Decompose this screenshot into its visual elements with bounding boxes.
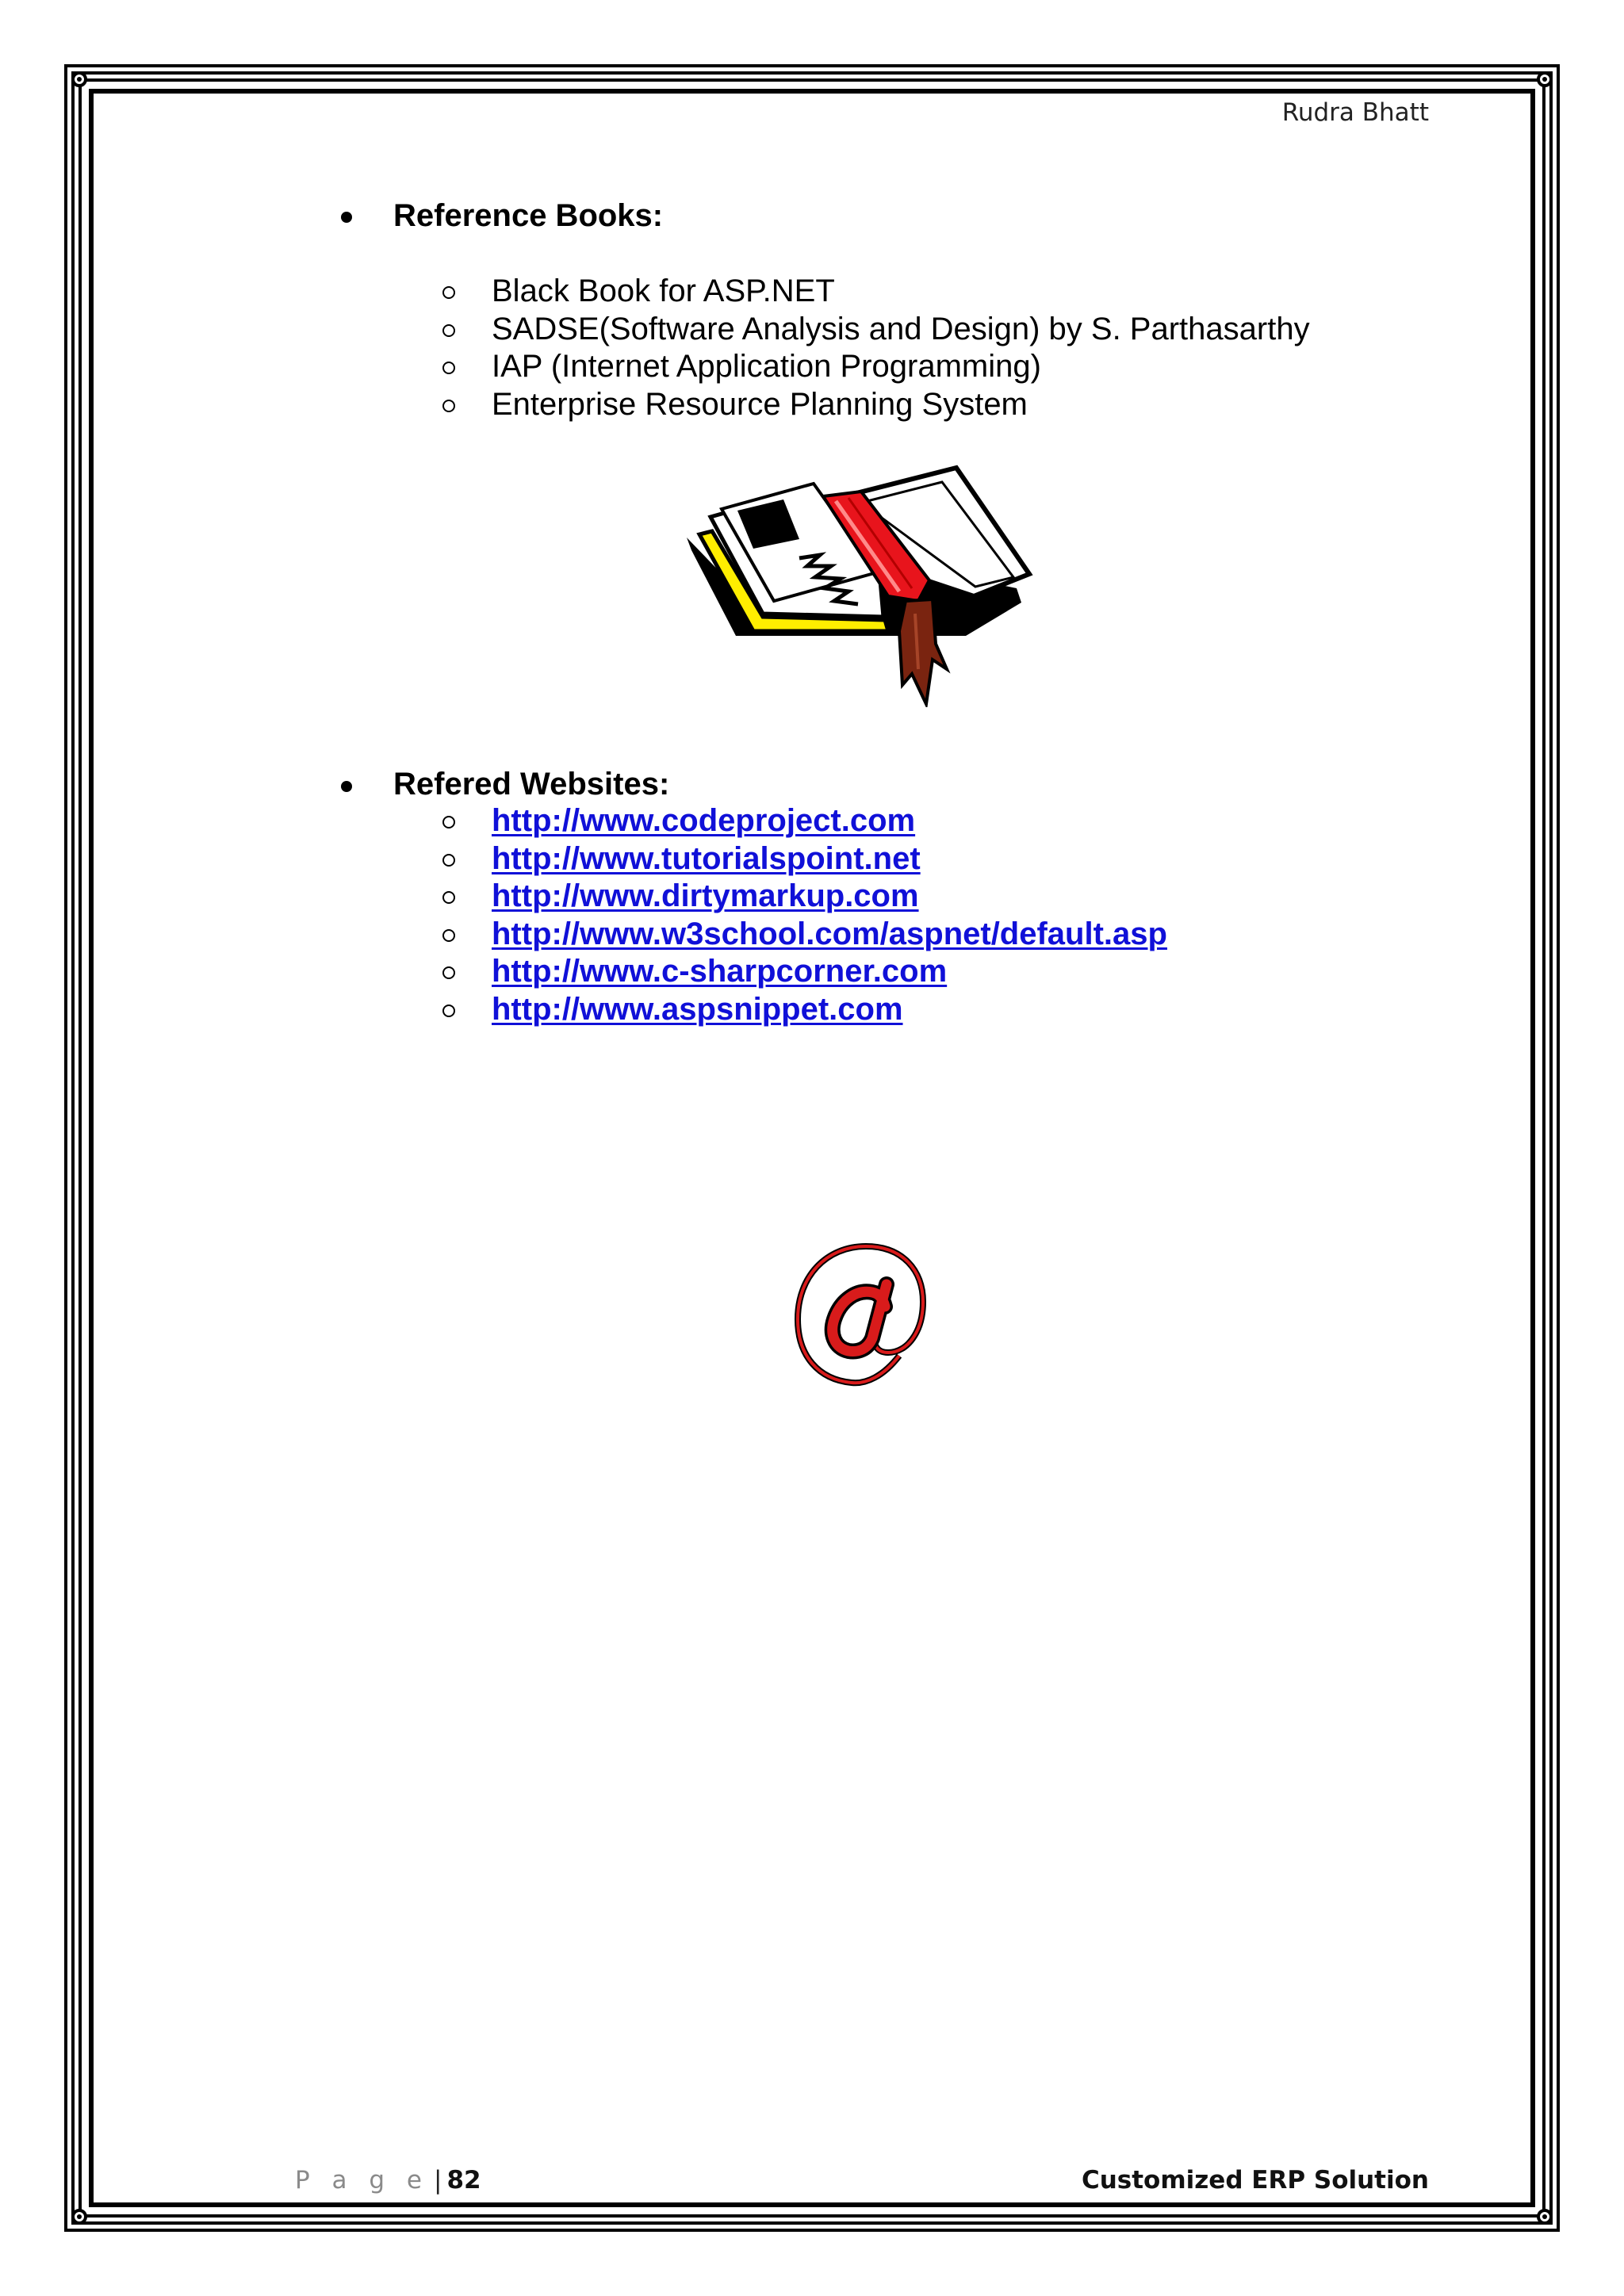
list-item: [441, 991, 1167, 1029]
book-title: SADSE(Software Analysis and Design) by S. Parthasarthy: [492, 311, 1310, 346]
open-book-icon: [680, 461, 1042, 707]
corner-ornament-top-right: [1537, 71, 1553, 87]
reference-books-heading: Reference Books:: [393, 198, 664, 233]
hollow-bullet: [442, 854, 455, 867]
referred-websites-heading: Refered Websites:: [393, 767, 670, 802]
website-link[interactable]: http://www.w3school.com/aspnet/default.asp: [492, 916, 1167, 951]
list-item: [441, 273, 1310, 311]
header-author: Rudra Bhatt: [1281, 98, 1429, 127]
corner-ornament-top-left: [71, 71, 87, 87]
hollow-bullet: [442, 891, 455, 904]
footer-document-title: Customized ERP Solution: [1081, 2166, 1429, 2195]
list-item: [441, 953, 1167, 991]
website-link[interactable]: http://www.dirtymarkup.com: [492, 878, 919, 913]
reference-books-list: [441, 273, 1310, 423]
hollow-bullet: [442, 362, 455, 374]
book-title: Black Book for ASP.NET: [492, 274, 835, 308]
footer-page-number: [295, 2166, 481, 2195]
hollow-bullet: [442, 324, 455, 337]
page-footer: [295, 2166, 1429, 2202]
book-title: IAP (Internet Application Programming): [492, 349, 1041, 384]
hollow-bullet: [442, 966, 455, 979]
list-item: [441, 840, 1167, 878]
book-title: Enterprise Resource Planning System: [492, 386, 1028, 422]
list-item: [441, 311, 1310, 349]
website-link[interactable]: http://www.tutorialspoint.net: [492, 840, 921, 876]
bullet-reference-books: [341, 212, 352, 223]
hollow-bullet: [442, 816, 455, 828]
list-item: [441, 348, 1310, 386]
page-number: 82: [446, 2166, 481, 2195]
hollow-bullet: [442, 286, 455, 299]
corner-ornament-bottom-left: [71, 2209, 87, 2225]
hollow-bullet: [442, 1004, 455, 1017]
hollow-bullet: [442, 929, 455, 942]
website-link[interactable]: http://www.codeproject.com: [492, 803, 916, 838]
corner-ornament-bottom-right: [1537, 2209, 1553, 2225]
list-item: [441, 916, 1167, 954]
page-separator: |: [434, 2166, 442, 2195]
list-item: [441, 386, 1310, 424]
page-label: P a g e: [295, 2166, 430, 2195]
hollow-bullet: [442, 400, 455, 412]
website-link[interactable]: http://www.aspsnippet.com: [492, 991, 903, 1027]
list-item: [441, 802, 1167, 840]
at-sign-icon: [790, 1237, 929, 1395]
bullet-referred-websites: [341, 781, 352, 792]
list-item: [441, 878, 1167, 916]
referred-websites-list: [441, 802, 1167, 1028]
website-link[interactable]: http://www.c-sharpcorner.com: [492, 954, 948, 989]
